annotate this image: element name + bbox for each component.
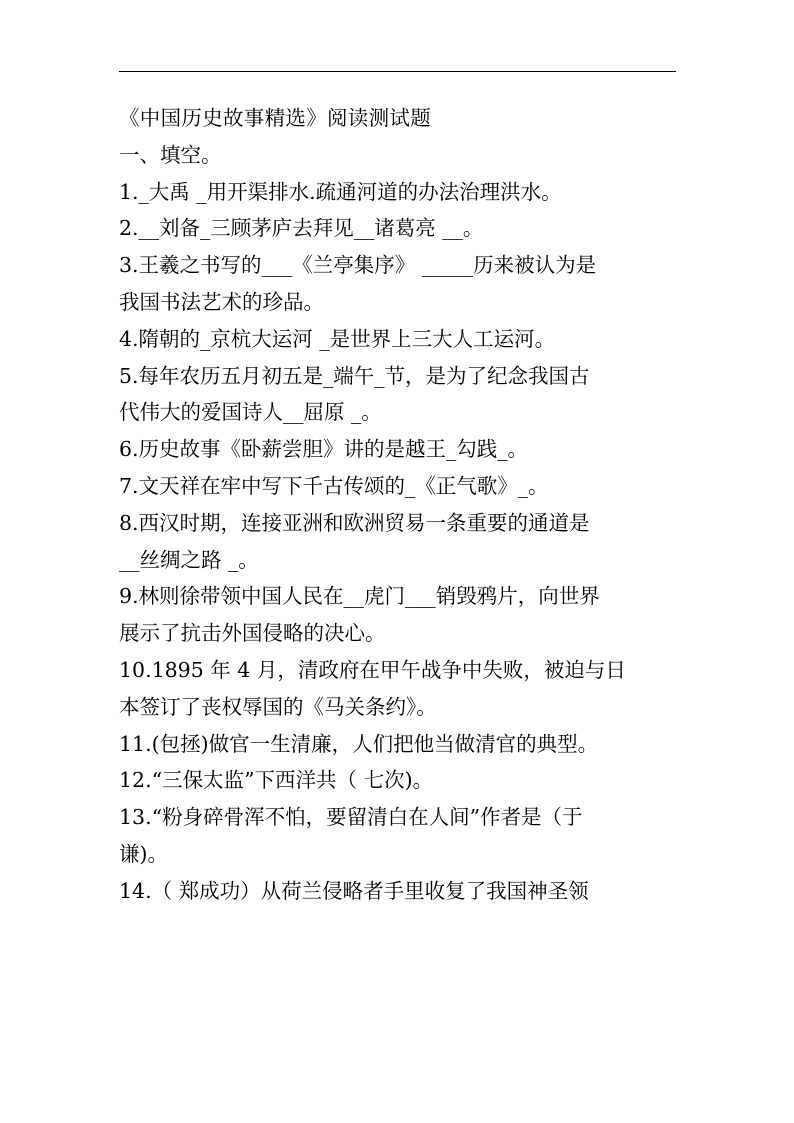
text-line-16: 11.(包拯)做官一生清廉，人们把他当做清官的典型。 xyxy=(119,731,599,756)
text-line-14: 10.1895 年 4 月，清政府在甲午战争中失败，被迫与日 xyxy=(119,657,626,682)
header-rule xyxy=(119,71,676,72)
text-line-8: 6.历史故事《卧薪尝胆》讲的是越王_勾践_。 xyxy=(119,437,529,462)
section-heading: 一、填空。 xyxy=(119,142,222,167)
text-line-12: 9.林则徐带领中国人民在__虎门___销毁鸦片，向世界 xyxy=(119,584,600,609)
text-line-11: __丝绸之路 _。 xyxy=(119,547,259,572)
text-line-19: 谦)。 xyxy=(119,841,168,866)
text-line-6: 5.每年农历五月初五是_端午_节，是为了纪念我国古 xyxy=(119,363,590,388)
text-line-18: 13.“粉身碎骨浑不怕，要留清白在人间”作者是（于 xyxy=(119,805,583,830)
document-title: 《中国历史故事精选》阅读测试题 xyxy=(119,106,431,130)
text-line-17: 12.“三保太监”下西洋共（ 七次)。 xyxy=(119,768,434,793)
text-line-10: 8.西汉时期，连接亚洲和欧洲贸易一条重要的通道是 xyxy=(119,510,590,535)
text-line-4: 我国书法艺术的珍品。 xyxy=(119,289,324,314)
text-line-15: 本签订了丧权辱国的《马关条约》。 xyxy=(119,694,437,719)
text-line-20: 14.（ 郑成功）从荷兰侵略者手里收复了我国神圣领 xyxy=(119,878,589,903)
text-line-2: 2.__刘备_三顾茅庐去拜见__诸葛亮 __。 xyxy=(119,216,484,241)
text-line-5: 4.隋朝的_京杭大运河 _是世界上三大人工运河。 xyxy=(119,326,556,351)
text-line-3: 3.王羲之书写的___《兰亭集序》 _____历来被认为是 xyxy=(119,253,597,278)
text-line-9: 7.文天祥在牢中写下千古传颂的_《正气歌》_。 xyxy=(119,473,549,498)
text-line-13: 展示了抗击外国侵略的决心。 xyxy=(119,621,386,646)
text-line-1: 1._大禹 _用开渠排水.疏通河道的办法治理洪水。 xyxy=(119,179,562,204)
text-line-7: 代伟大的爱国诗人__屈原 _。 xyxy=(119,400,382,425)
document-body xyxy=(119,100,679,910)
